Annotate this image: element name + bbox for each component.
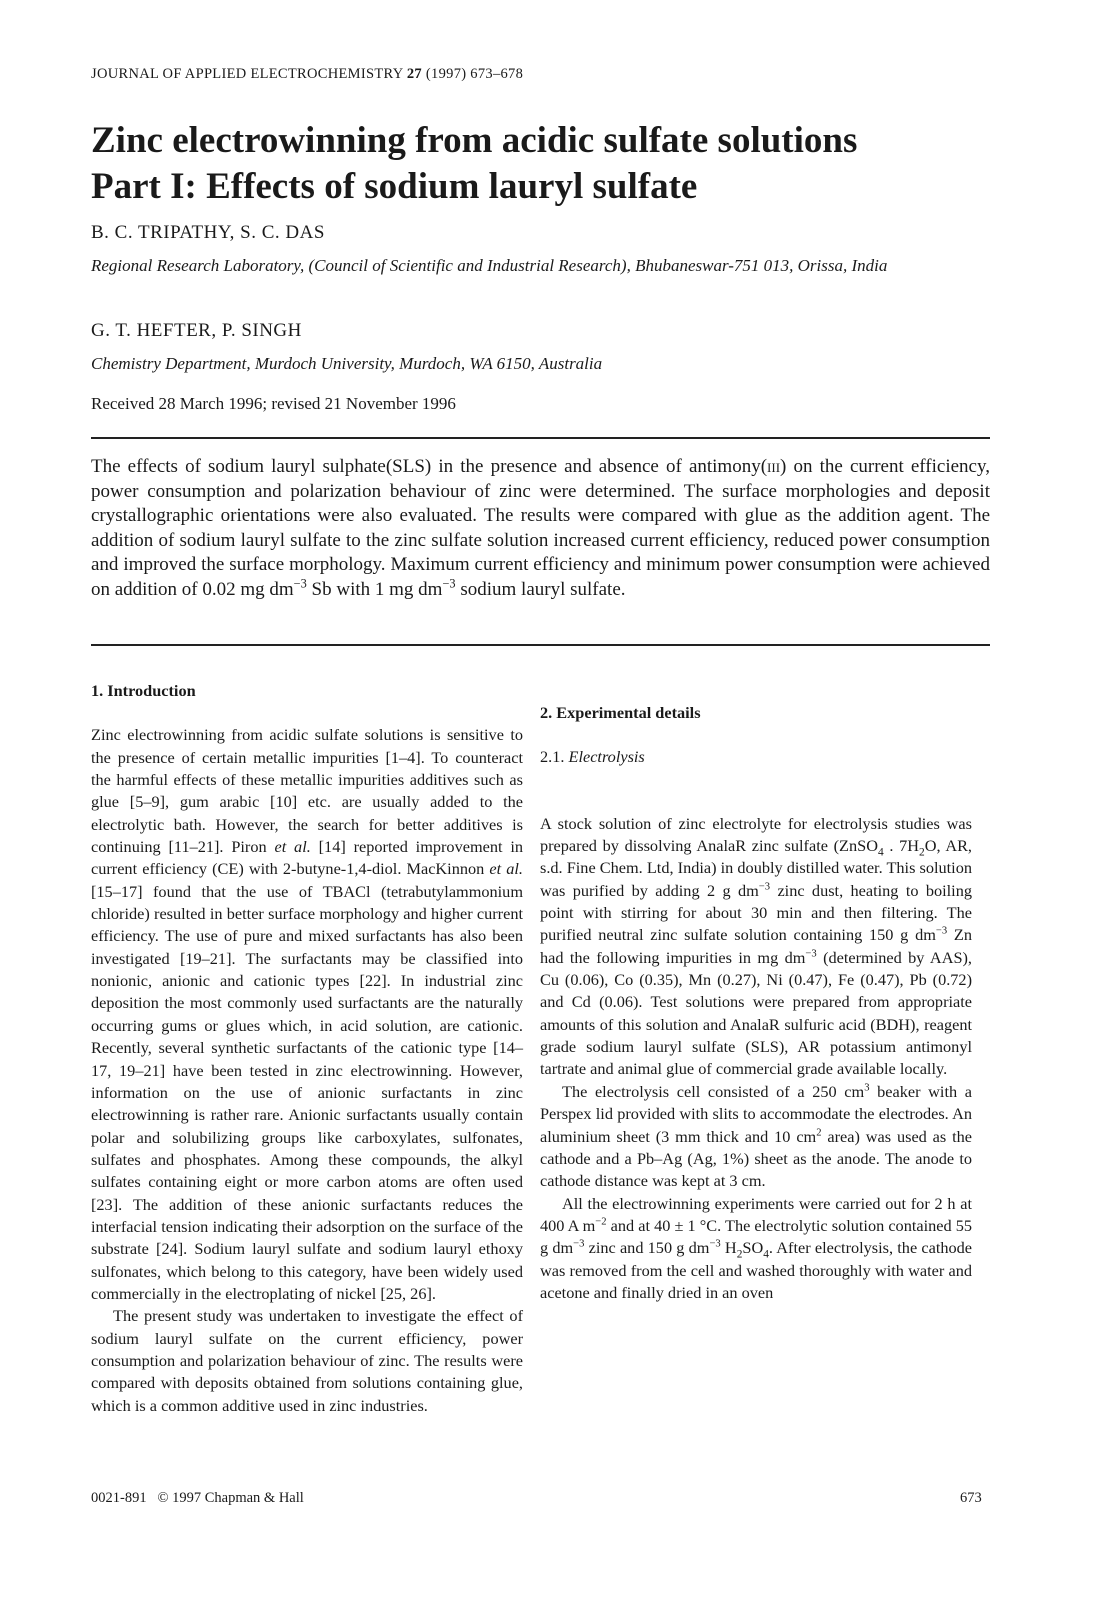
intro-paragraph-1: Zinc electrowinning from acidic sulfate solutions is sensitive to the presence of certain metallic impurities [1–4]. To counteract the harmful effects of these metallic impurities additives such as glue [5–9], gum arabic [10] etc. are usually added to the electrolytic bath. However, the search for better additives is continuing [11–21]. Piron et al. [14] reported improvement in current efficiency (CE) with 2-butyne-1,4-diol. MacKinnon et al. [15–17] found that the use of TBACl (tetrabutylammonium chloride) resulted in better surface morphology and higher current efficiency. The use of pure and mixed surfactants has also been investigated [19–21]. The surfactants may be classified into nonionic, anionic and cationic types [22]. In industrial zinc deposition the most commonly used surfactants are the naturally occurring gums or glues which, in acid solution, are cationic. Recently, several synthetic surfactants of the cationic type [14–17, 19–21] have been tested in zinc electrowinning. However, information on the use of anionic surfactants in zinc electrowinning is rather rare. Anionic surfactants usually contain polar and solubilizing groups like carboxylates, sulfonates, sulfates and phosphates. Among these compounds, the alkyl sulfates containing eight or more carbon atoms are often used [23]. The addition of these anionic surfactants reduces the interfacial tension indicating their adsorption on the surface of the substrate [24]. Sodium lauryl sulfate and sodium lauryl ethoxy sulfonates, which belong to this category, have been widely used commercially in the electroplating of nickel [25, 26].: [91, 725, 523, 1303]
received-dates: Received 28 March 1996; revised 21 November 1996: [91, 394, 456, 413]
journal-volume: 27: [406, 66, 422, 82]
author-group-2: G. T. HEFTER, P. SINGH: [91, 320, 302, 341]
left-column: [91, 680, 523, 1417]
page-number: 673: [960, 1490, 982, 1506]
abstract: The effects of sodium lauryl sulphate(SLS) in the presence and absence of antimony(iii) on the current efficiency, power consumption and polarization behaviour of zinc were determined. The surface morphologies and deposit crystallographic orientations were also evaluated. The results were compared with glue as the addition agent. The addition of sodium lauryl sulfate to the zinc sulfate solution increased current efficiency, reduced power consumption and improved the surface morphology. Maximum current efficiency and minimum power consumption were achieved on addition of 0.02 mg $dm^{-3}$ Sb with 1 mg $dm^{-3}$ sodium lauryl sulfate.: [91, 456, 990, 600]
journal-name: JOURNAL OF APPLIED ELECTROCHEMISTRY: [91, 66, 403, 82]
subsection-heading-electrolysis: 2.1. Electrolysis: [540, 747, 645, 767]
title-line-2: Part I: Effects of sodium lauryl sulfate: [91, 166, 698, 207]
experimental-paragraph-1: A stock solution of zinc electrolyte for electrolysis studies was prepared by dissolving AnalaR zinc sulfate (ZnSO$_4$ . $7H_2O$, AR, s.d. Fine Chem. Ltd, India) in doubly distilled water. This solution was purified by adding 2 g $dm^{-3}$ zinc dust, heating to boiling point with stirring for about 30 min and then filtering. The purified neutral zinc sulfate solution containing 150 g $dm^{-3}$ Zn had the following impurities in mg $dm^{-3}$ (determined by AAS), Cu (0.06), Co (0.35), Mn (0.27), Ni (0.47), Fe (0.47), Pb (0.72) and Cd (0.06). Test solutions were prepared from appropriate amounts of this solution and AnalaR sulfuric acid (BDH), reagent grade sodium lauryl sulfate (SLS), AR potassium antimonyl tartrate and animal glue of commercial grade available locally.: [540, 813, 973, 1079]
issn-code: 0021-891: [91, 1490, 147, 1506]
author-group-1: B. C. TRIPATHY, S. C. DAS: [91, 222, 325, 243]
intro-paragraph-2: The present study was undertaken to investigate the effect of sodium lauryl sulfate on the current efficiency, power consumption and polarization behaviour of zinc. The results were compared with deposits obtained from solutions containing glue, which is a common additive used in zinc industries.: [91, 1306, 523, 1415]
section-heading-introduction: 1. Introduction: [91, 681, 196, 700]
experimental-paragraph-2: The electrolysis cell consisted of a 250 $cm^3$ beaker with a Perspex lid provided with slits to accommodate the electrodes. An aluminium sheet (3 mm thick and 10 $cm^2$ area) was used as the cathode and a Pb–Ag (Ag, 1%) sheet as the anode. The anode to cathode distance was kept at 3 cm.: [540, 1081, 972, 1191]
paper-title: [91, 118, 1011, 210]
affiliation-2: Chemistry Department, Murdoch University, Murdoch, WA 6150, Australia: [91, 354, 603, 373]
top-divider: [91, 437, 990, 439]
journal-header: [91, 66, 523, 83]
experimental-paragraph-3: All the electrowinning experiments were carried out for 2 h at 400 A $m^{-2}$ and at 40 ± 1 °C. The electrolytic solution contained 55 g $dm^{-3}$ zinc and 150 g $dm^{-3}$ $H_2SO_4$. After electrolysis, the cathode was removed from the cell and washed thoroughly with water and acetone and finally dried in an oven: [540, 1193, 972, 1302]
affiliation-1: Regional Research Laboratory, (Council of Scientific and Industrial Research), Bhubaneswar-751 013, Orissa, India: [91, 256, 888, 275]
section-heading-experimental: 2. Experimental details: [540, 703, 701, 722]
bottom-divider: [91, 644, 990, 646]
journal-year-pages: (1997) 673–678: [425, 66, 524, 82]
copyright-notice: © 1997 Chapman & Hall: [157, 1490, 304, 1506]
right-column: [540, 680, 972, 1304]
title-line-1: Zinc electrowinning from acidic sulfate solutions: [91, 120, 858, 161]
footer-left: [91, 1490, 304, 1507]
